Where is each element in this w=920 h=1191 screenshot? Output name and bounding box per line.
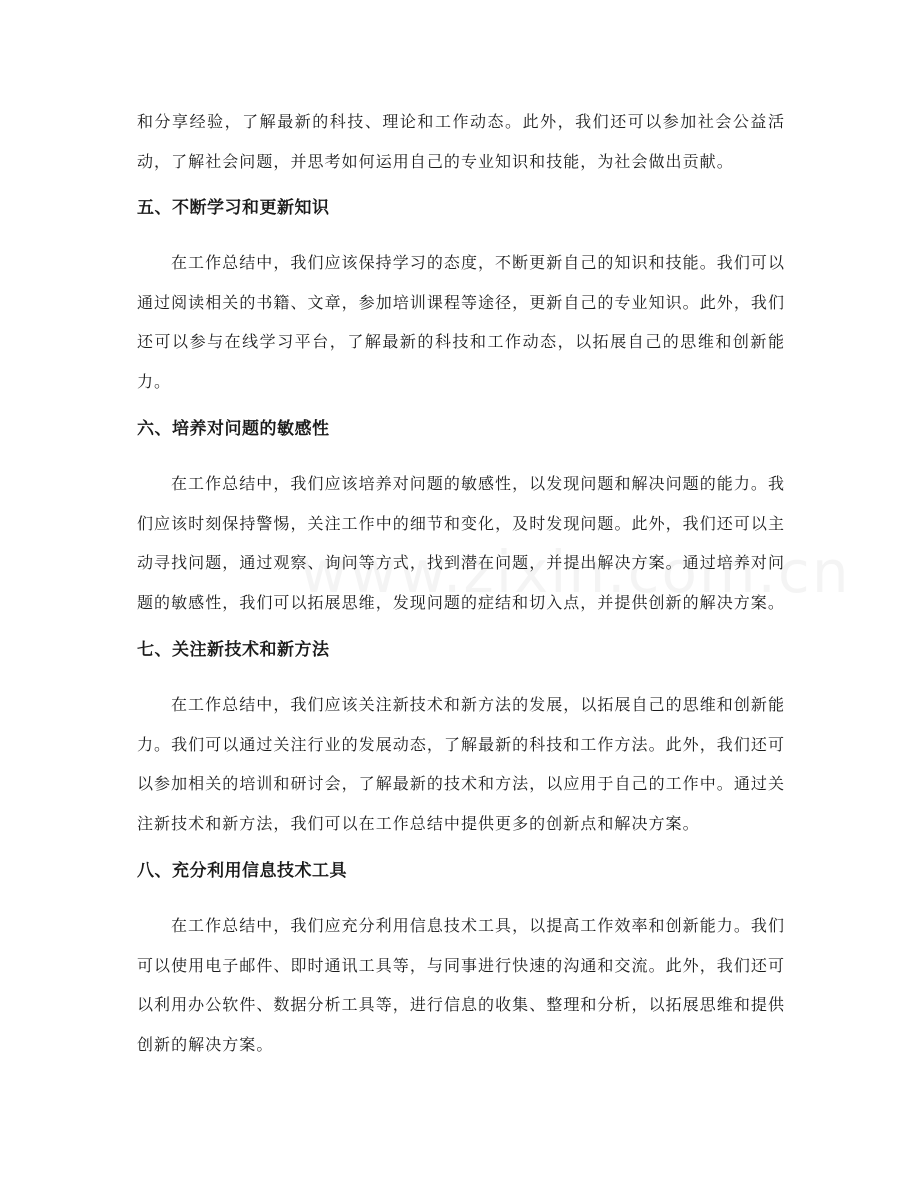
paragraph-section-5: 在工作总结中，我们应该保持学习的态度，不断更新自己的知识和技能。我们可以通过阅读相关的书籍、文章，参加培训课程等途径，更新自己的专业知识。此外，我们还可以参与在线学习平台，了解最新的科技和工作动态，以拓展自己的思维和创新能力。: [137, 253, 785, 391]
document-body: [137, 102, 785, 1064]
paragraph-section-7: 在工作总结中，我们应该关注新技术和新方法的发展，以拓展自己的思维和创新能力。我们可以通过关注行业的发展动态，了解最新的科技和工作方法。此外，我们还可以参加相关的培训和研讨会，了解最新的技术和方法，以应用于自己的工作中。通过关注新技术和新方法，我们可以在工作总结中提供更多的创新点和解决方案。: [137, 695, 785, 833]
heading-section-7: 七、关注新技术和新方法: [137, 640, 330, 660]
heading-section-5: 五、不断学习和更新知识: [137, 198, 330, 218]
heading-section-8: 八、充分利用信息技术工具: [137, 861, 347, 881]
paragraph-intro: 和分享经验，了解最新的科技、理论和工作动态。此外，我们还可以参加社会公益活动，了解社会问题，并思考如何运用自己的专业知识和技能，为社会做出贡献。: [137, 112, 785, 171]
paragraph-section-8: 在工作总结中，我们应充分利用信息技术工具，以提高工作效率和创新能力。我们可以使用电子邮件、即时通讯工具等，与同事进行快速的沟通和交流。此外，我们还可以利用办公软件、数据分析工具等，进行信息的收集、整理和分析，以拓展思维和提供创新的解决方案。: [137, 916, 785, 1054]
paragraph-section-6: 在工作总结中，我们应该培养对问题的敏感性，以发现问题和解决问题的能力。我们应该时刻保持警惕，关注工作中的细节和变化，及时发现问题。此外，我们还可以主动寻找问题，通过观察、询问等方式，找到潜在问题，并提出解决方案。通过培养对问题的敏感性，我们可以拓展思维，发现问题的症结和切入点，并提供创新的解决方案。: [137, 474, 785, 612]
heading-section-6: 六、培养对问题的敏感性: [137, 419, 330, 439]
